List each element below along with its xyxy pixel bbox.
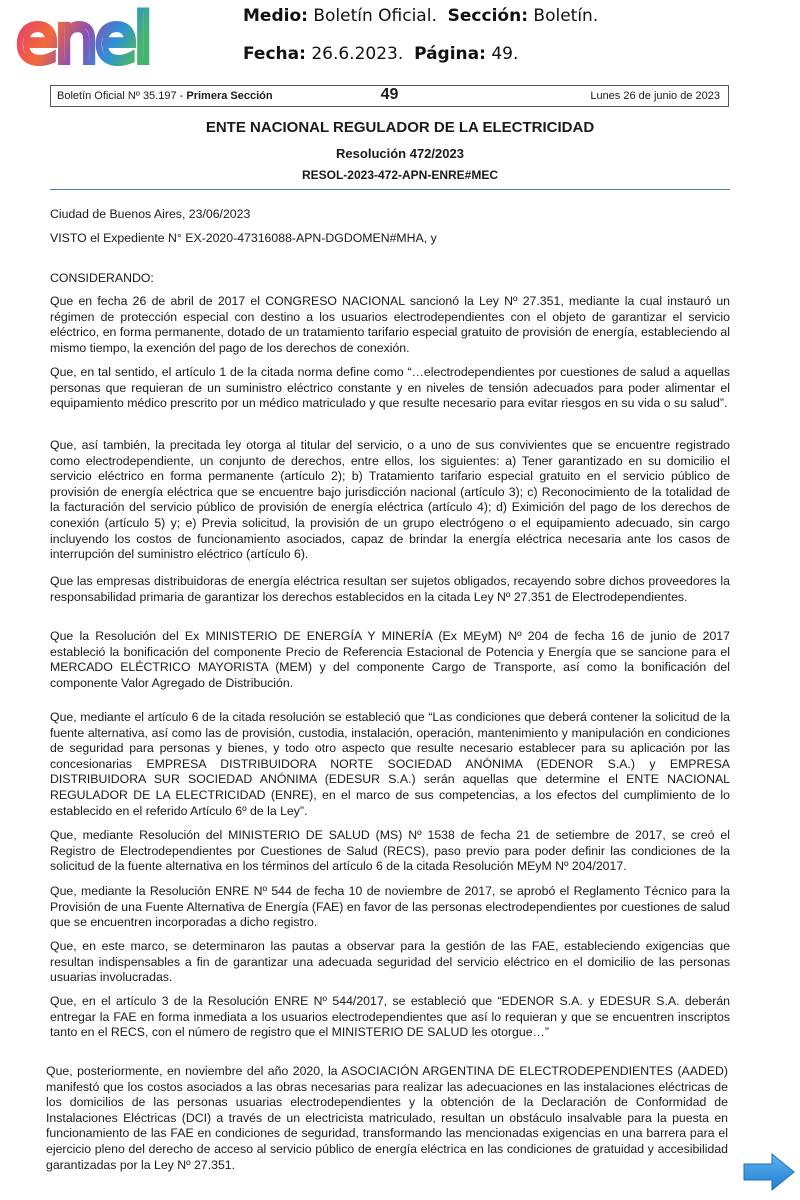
paragraph-3: Que, así también, la precitada ley otorga al titular del servicio, o a uno de sus convivientes que se encuentre registrado como electrodependiente, un conjunto de derechos, entre ellos, los siguientes: a) Tener garantizado en su domicilio el servicio eléctrico en forma permanente (artículo 2); b) Tratamiento tarifario especial gratuito en el servicio público de provisión de energía eléctrica que se encuentre bajo jurisdicción nacional (artículo 3); c) Reconocimiento de la totalidad de la facturación del servicio público de provisión de energía eléctrica (artículo 4); d) Eximición del pago de los derechos de conexión (artículo 5) y; e) Previa solicitud, la provisión de un grupo electrógeno o el equipamiento adecuado, sin cargo incluyendo los costos de funcionamiento asociados, capaz de brindar la energía eléctrica necesaria ante los casos de interrupción del suministro eléctrico (artículo 6). — [50, 438, 730, 562]
title-divider — [50, 189, 730, 190]
medio-label: Medio: — [243, 6, 308, 26]
seccion-value: Boletín. — [533, 6, 599, 26]
paragraph-4: Que las empresas distribuidoras de energía eléctrica resultan ser sujetos obligados, recayendo sobre dichos proveedores la responsabilidad primaria de garantizar los derechos establecidos en la citada Ley Nº 27.351 de Electrodependientes. — [50, 574, 730, 604]
considerando-heading: CONSIDERANDO: — [50, 271, 154, 285]
enel-logo-icon — [14, 2, 184, 70]
next-page-button[interactable] — [742, 1152, 796, 1192]
paragraph-1: Que en fecha 26 de abril de 2017 el CONGRESO NACIONAL sancionó la Ley Nº 27.351, mediante la cual instauró un régimen de protección especial con destino a los usuarios electrodependientes con el objeto de garantizar el servicio eléctrico, en forma permanente, dotado de un tratamiento tarifario especial gratuito de provisión de energía, estableciendo al mismo tiempo, la exención del pago de los derechos de conexión. — [50, 294, 730, 355]
fecha-value: 26.6.2023. — [311, 44, 404, 64]
pagina-label: Página: — [414, 44, 486, 64]
bulletin-banner — [50, 85, 729, 107]
paragraph-7: Que, mediante Resolución del MINISTERIO DE SALUD (MS) Nº 1538 de fecha 21 de setiembre de 2017, se creó el Registro de Electrodependientes por Cuestiones de Salud (RECS), paso previo para poder definir las condiciones de la solicitud de la fuente alternativa en los términos del artículo 6 de la citada Resolución MEyM Nº 204/2017. — [50, 828, 730, 874]
paragraph-5: Que la Resolución del Ex MINISTERIO DE ENERGÍA Y MINERÍA (Ex MEyM) Nº 204 de fecha 16 de junio de 2017 estableció la bonificación del componente Precio de Referencia Estacional de Potencia y Energía que se sancione para el MERCADO ELÉCTRICO MAYORISTA (MEM) y del componente Cargo de Transporte, así como la bonificación del componente Valor Agregado de Distribución. — [50, 629, 730, 690]
document-resolution-code: RESOL-2023-472-APN-ENRE#MEC — [301, 168, 499, 182]
document-entity-title: ENTE NACIONAL REGULADOR DE LA ELECTRICIDAD — [205, 119, 595, 136]
paragraph-6: Que, mediante el artículo 6 de la citada resolución se estableció que “Las condiciones que deberá contener la solicitud de la fuente alternativa, así como las de provisión, custodia, instalación, operación, mantenimiento y manipulación en condiciones de seguridad para personas y bienes, y todo otro aspecto que resulte necesario establecer para su aplicación por las concesionarias EMPRESA DISTRIBUIDORA NORTE SOCIEDAD ANÓNIMA (EDENOR S.A.) y EMPRESA DISTRIBUIDORA SUR SOCIEDAD ANÓNIMA (EDESUR S.A.) serán aquellas que determine el ENTE NACIONAL REGULADOR DE LA ELECTRICIDAD (ENRE), en el marco de sus competencias, a los efectos del cumplimiento de lo establecido en el referido Artículo 6º de la Ley”. — [50, 710, 730, 818]
medio-value: Boletín Oficial. — [313, 6, 437, 26]
document-resolution-title: Resolución 472/2023 — [336, 146, 464, 161]
paragraph-9: Que, en este marco, se determinaron las pautas a observar para la gestión de las FAE, estableciendo exigencias que resultan indispensables a fin de garantizar una adecuada seguridad del servicio eléctrico en el domicilio de las personas usuarias involucradas. — [50, 939, 730, 985]
paragraph-10: Que, en el artículo 3 de la Resolución ENRE Nº 544/2017, se estableció que “EDENOR S.A. y EDESUR S.A. deberán entregar la FAE en forma inmediata a los usuarios electrodependientes que así lo requieran y que se encuentren inscriptos tanto en el RECS, con el número de registro que el MINISTERIO DE SALUD les otorgue…” — [50, 994, 730, 1040]
paragraph-8: Que, mediante la Resolución ENRE Nº 544 de fecha 10 de noviembre de 2017, se aprobó el Reglamento Técnico para la Provisión de una Fuente Alternativa de Energía (FAE) en favor de las personas electrodependientes por cuestiones de salud que se encuentren incorporadas a dicho registro. — [50, 884, 730, 930]
bulletin-page-number: 49 — [380, 86, 399, 103]
arrow-right-icon — [742, 1152, 796, 1192]
seccion-label: Sección: — [447, 6, 528, 26]
clip-meta-line-2 — [243, 44, 518, 64]
place-date: Ciudad de Buenos Aires, 23/06/2023 — [50, 207, 251, 221]
bulletin-date: Lunes 26 de junio de 2023 — [590, 90, 720, 102]
svg-text:enel: enel — [16, 2, 150, 70]
bulletin-number: Boletín Oficial Nº 35.197 - — [57, 90, 184, 102]
pagina-value: 49. — [491, 44, 519, 64]
clip-meta-line-1 — [243, 6, 598, 26]
paragraph-11: Que, posteriormente, en noviembre del año 2020, la ASOCIACIÓN ARGENTINA DE ELECTRODEPENDIENTES (AADED) manifestó que los costos asociados a las obras necesarias para realizar las adecuaciones en las instalaciones eléctricas de los domicilios de las personas usuarias electrodependientes y la obtención de la Declaración de Conformidad de Instalaciones Eléctricas (DCI) a través de un electricista matriculado, resultan un obstáculo insalvable para la puesta en funcionamiento de las FAE en condiciones de seguridad, transformando las mencionadas exigencias en una barrera para el ejercicio pleno del derecho de acceso al servicio público de energía eléctrica en las condiciones de gratuidad y accesibilidad garantizadas por la Ley Nº 27.351. — [46, 1064, 728, 1172]
enel-logo — [14, 2, 184, 70]
visto-line: VISTO el Expediente N° EX-2020-47316088-APN-DGDOMEN#MHA, y — [50, 231, 437, 245]
bulletin-section: Primera Sección — [186, 90, 273, 102]
fecha-label: Fecha: — [243, 44, 306, 64]
paragraph-2: Que, en tal sentido, el artículo 1 de la citada norma define como “…electrodependientes por cuestiones de salud a aquellas personas que requieran de un suministro eléctrico constante y en niveles de tensión adecuados para poder alimentar el equipamiento médico prescrito por un médico matriculado y que resulte necesario para evitar riesgos en su vida o su salud”. — [50, 365, 730, 411]
